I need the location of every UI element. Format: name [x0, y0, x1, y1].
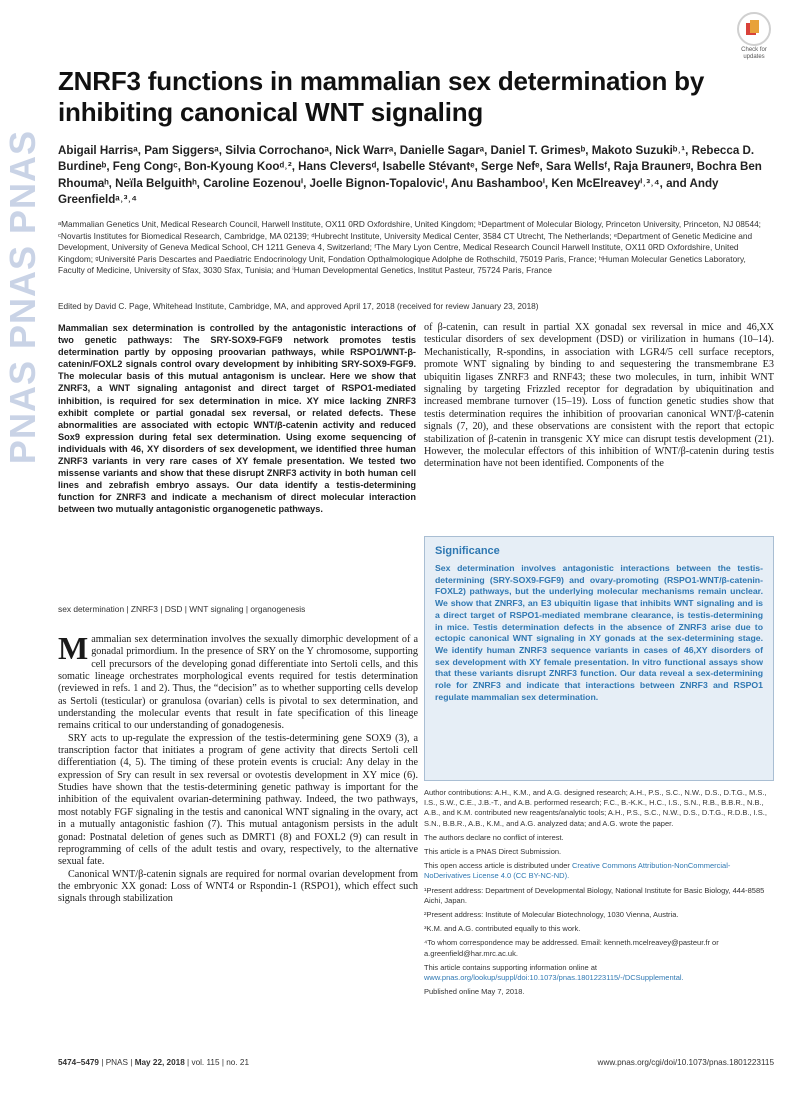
intro-paragraph-2: SRY acts to up-regulate the expression of the testis-determining gene SOX9 (3), a transcription factor that initiates a program of gene activity that directs Sertoli cell differentiation (4, 5). The timing of these protein events is crucial: Any delay in the expression of Sry can result in sex reversal or ovotestis development in XY mice (6). Studies have shown that the testis-determining genetic pathway is important for the inhibition of the equivalent ovarian-determining pathway. Indeed, the two pathways, most notably FGF signaling in the testis and canonical WNT signaling in the ovary, act in a mutually antagonistic fashion (7). This mutual antagonism persists in the adult gonad: Postnatal deletion of genes such as DMRT1 (8) and FOXL2 (9) can result in reprogramming of cells of the adult testis and ovary, respectively, to the alternative sexual fate. — [58, 732, 418, 868]
si-link[interactable]: www.pnas.org/lookup/suppl/doi:10.1073/pnas.1801223115/-/DCSupplemental. — [424, 973, 684, 983]
author-contributions: Author contributions: A.H., K.M., and A.G. designed research; A.H., P.S., S.C., N.W., D.S., D.T.G., M.S., I.S., S.W., C.E., J.B.-T., and A.B. performed research; F.C., B.-K.K., H.C., I.S., S.N., R.B., B.B.R., N.B., A.B., and K.M. contributed new reagents/analytic tools; A.H., P.S., S.C., N.W., D.S., D.T.G., R.D.B., I.S., S.N., B.B.R., A.B., K.M., and A.G. analyzed data; and A.G. wrote the paper. — [424, 788, 767, 828]
affiliations: ᵃMammalian Genetics Unit, Medical Research Council, Harwell Institute, OX11 0RD Oxfordshire, United Kingdom; ᵇDepartment of Molecular Biology, Princeton University, Princeton, NJ 08544; ᶜNovartis Institutes for Biomedical Research, Cambridge, MA 02139; ᵈHubrecht Institute, University Medical Center, 3584 CT Utrecht, The Netherlands; ᵉDepartment of Genetic Medicine and Development, University of Geneva Medical School, CH 1211 Geneva 4, Switzerland; ᶠThe Mary Lyon Centre, Medical Research Council Harwell Institute, OX11 0RD Oxfordshire, United Kingdom; ᵍUniversité Paris Descartes and Paediatric Endocrinology Unit, Fondation Opthalmologique Adolphe de Rothschild, 75019 Paris, France; ʰHuman Molecular Genetics Laboratory, Faculty of Medicine, University of Sfax, 3030 Sfax, Tunisia; and ⁱHuman Developmental Genetics, Institut Pasteur, 75724 Paris, France — [58, 219, 761, 275]
footer-volume: vol. 115 — [191, 1058, 220, 1067]
footnote-3: ³K.M. and A.G. contributed equally to this work. — [424, 924, 581, 934]
supporting-info — [424, 963, 774, 983]
footer-doi-link[interactable]: www.pnas.org/cgi/doi/10.1073/pnas.1801223115 — [597, 1058, 774, 1067]
footnote-2: ²Present address: Institute of Molecular Biotechnology, 1030 Vienna, Austria. — [424, 910, 679, 920]
intro-p1-text: ammalian sex determination involves the sexually dimorphic development of a gonadal primordium. In the presence of SRY on the Y chromosome, supporting cell precursors of the developing gonad differentiate into Sertoli cells, and this somatic lineage orchestrates morphological events required for testis determination (reviewed in refs. 1 and 2). Thus, the “decision” as to whether supporting cells develop as Sertoli (testicular) or granulosa (ovarian) cells is pivotal to sex determination, and understanding the molecular events that result in fate specification of this lineage remains critical to our understanding of gonadogenesis. — [58, 634, 418, 732]
footer-sep: | — [101, 1058, 104, 1067]
significance-heading: Significance — [435, 545, 500, 557]
footer-sep: | — [221, 1058, 224, 1067]
published-date: Published online May 7, 2018. — [424, 987, 525, 997]
footer-sep: | — [187, 1058, 190, 1067]
conflict-statement: The authors declare no conflict of interest. — [424, 832, 564, 842]
drop-cap: M — [58, 630, 89, 666]
license-statement — [424, 861, 774, 881]
watermark-text: PNAS PNAS PNAS — [2, 130, 43, 465]
footer-date: May 22, 2018 — [134, 1058, 185, 1067]
si-prefix: This article contains supporting information online at — [424, 962, 598, 972]
author-list: Abigail Harrisᵃ, Pam Siggersᵃ, Silvia Corrochanoᵃ, Nick Warrᵃ, Danielle Sagarᵃ, Daniel T. Grimesᵇ, Makoto Suzukiᵇ˒¹, Rebecca D. Burdineᵇ, Feng Congᶜ, Bon-Kyoung Kooᵈ˒², Hans Cleversᵈ, Isabelle Stévantᵉ, Serge Nefᵉ, Sara Wellsᶠ, Raja Braunerᵍ, Bochra Ben Rhoumaʰ, Neïla Belguithʰ, Caroline Eozenouⁱ, Joelle Bignon-Topalovicⁱ, Anu Bashambooⁱ, Ken McElreaveyⁱ˒³˒⁴, and Andy Greenfieldᵃ˒³˒⁴ — [58, 144, 762, 206]
bookmark-icon — [737, 12, 771, 46]
significance-box — [424, 536, 774, 781]
right-column-text: of β-catenin, can result in partial XX gonadal sex reversal in mice and 46,XX testicular disorders of sex development (DSD) or virilization in humans (10–14). Mechanistically, R-spondins, in association with LGR4/5 cell surface receptors, promote WNT signaling by binding to and sequestering the transmembrane E3 ubiquitin ligases ZNRF3 and RNF43; these two molecules, in turn, inhibit WNT signaling by targeting Frizzled receptor for degradation by ubiquitination and increased membrane turnover (15–19). Loss of function genetic studies show that testis determination requires the inhibition of proovarian canonical WNT/β-catenin signals (7, 20), and these observations are consistent with the report that ectopic stabilization of β-catenin in transgenic XY mice can disrupt testis development (21). However, the molecular effectors of this inhibition of WNT/β-catenin during testis determination have not been identified. Components of the — [424, 322, 774, 470]
footer-journal: PNAS — [105, 1058, 128, 1067]
footer-issue: no. 21 — [226, 1058, 250, 1067]
footer-pages: 5474–5479 — [58, 1058, 99, 1067]
keywords: sex determination | ZNRF3 | DSD | WNT signaling | organogenesis — [58, 604, 306, 614]
footnote-1: ¹Present address: Department of Developmental Biology, National Institute for Basic Biology, 444-8585 Aichi, Japan. — [424, 885, 765, 905]
footer-sep: | — [130, 1058, 133, 1067]
check-for-updates-badge[interactable] — [731, 12, 777, 61]
intro-paragraph-1 — [58, 630, 418, 733]
footnote-4: ⁴To whom correspondence may be addressed. Email: kenneth.mcelreavey@pasteur.fr or a.greenfield@har.mrc.ac.uk. — [424, 938, 719, 958]
article-notes — [424, 788, 774, 1001]
pnas-watermark — [0, 130, 43, 465]
introduction — [58, 630, 418, 906]
footer-citation — [58, 1058, 249, 1067]
significance-body: Sex determination involves antagonistic interactions between the testis-determining (SRY-SOX9-FGF9) and ovary-promoting (RSPO1-WNT/β-catenin-FOXL2) pathways, but the underlying molecular mechanisms remain unclear. We show that ZNRF3, an E3 ubiquitin ligase that inhibits WNT signaling and is a direct target of RSPO1-mediated membrane clearance, is testis-determining in mice. Testis determination defects in the absence of ZNRF3 arise due to ectopic canonical WNT signaling in XY gonads at the sex-determining stage. We identify human ZNRF3 sequence variants in cases of 46,XY disorders of sex development with XY female presentation. In vitro functional assays show that these variants disrupt ZNRF3 function. Our data reveal a sex-determining role for ZNRF3 and indicate that interactions between ZNRF3 and RSPO1 regulate mammalian sex determination. — [435, 563, 763, 702]
article-title: ZNRF3 functions in mammalian sex determination by inhibiting canonical WNT signaling — [58, 66, 705, 127]
license-prefix: This open access article is distributed under — [424, 861, 572, 871]
edited-by-line: Edited by David C. Page, Whitehead Institute, Cambridge, MA, and approved April 17, 2018 (received for review January 23, 2018) — [58, 301, 539, 311]
direct-submission: This article is a PNAS Direct Submission. — [424, 847, 562, 857]
intro-paragraph-3: Canonical WNT/β-catenin signals are required for normal ovarian development from the embryonic XX gonad: Loss of WNT4 or Rspondin-1 (RSPO1), which effect such signals through stabilization — [58, 868, 418, 905]
badge-label: Check for updates — [741, 47, 767, 60]
license-link[interactable]: Creative Commons Attribution-NonCommercial-NoDerivatives License 4.0 (CC BY-NC-ND). — [424, 861, 731, 881]
abstract: Mammalian sex determination is controlled by the antagonistic interactions of two genetic pathways: The SRY-SOX9-FGF9 network promotes testis determination partly by opposing proovarian pathways, while RSPO1/WNT-β-catenin/FOXL2 signals control ovary development by inhibiting SRY-SOX9-FGF9. The molecular basis of this mutual antagonism is unclear. Here we show that ZNRF3, a WNT signaling antagonist and direct target of RSPO1-mediated inhibition, is required for sex determination in mice. XY mice lacking ZNRF3 exhibit complete or partial gonadal sex reversal, or related defects. These abnormalities are associated with ectopic WNT/β-catenin activity and reduced Sox9 expression during fetal sex determination. Using exome sequencing of individuals with 46, XY disorders of sex development, we identified three human ZNRF3 variants in very rare cases of XY female presentation. We tested two missense variants and show that these disrupt ZNRF3 activity in both human cell lines and zebrafish embryo assays. Our data identify a testis-determining function for ZNRF3 and indicate a mechanism of direct molecular interaction between two mutually antagonistic organogenetic pathways. — [58, 323, 416, 515]
